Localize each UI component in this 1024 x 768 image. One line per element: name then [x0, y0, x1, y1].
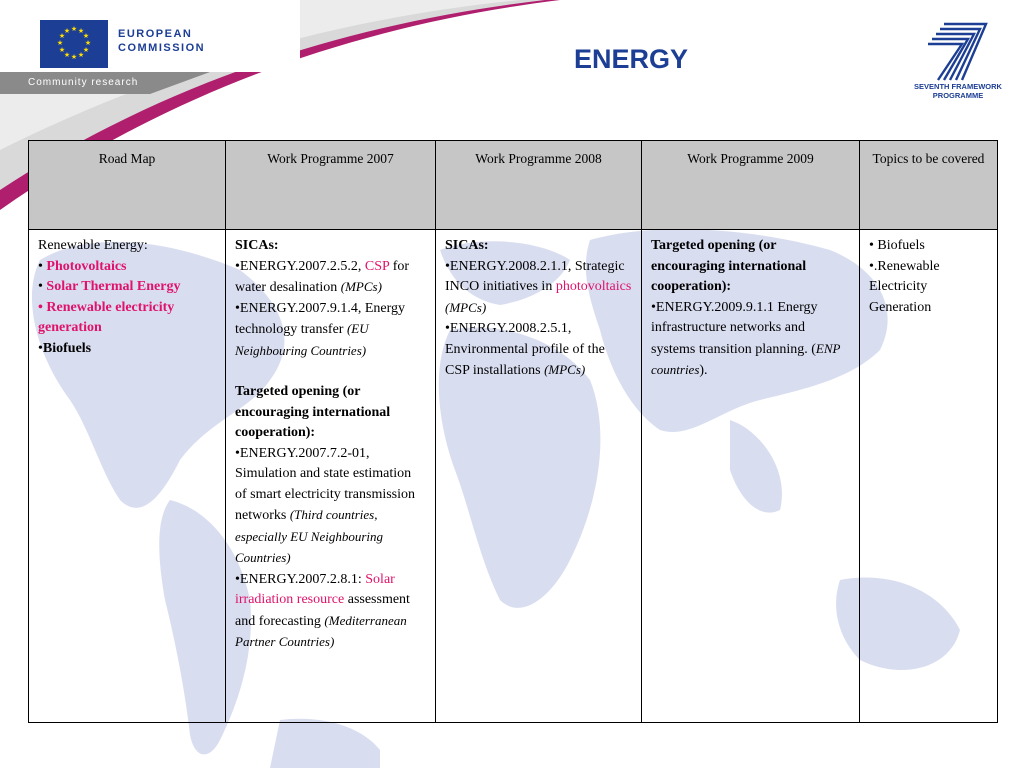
- svg-text:★: ★: [82, 46, 90, 54]
- cell-wp-2008: [436, 230, 642, 723]
- wp2007-item-9-1-4: •ENERGY.2007.9.1.4, Energy technology transfer (EU Neighbouring Countries): [235, 300, 406, 358]
- cell-road-map: [29, 230, 226, 723]
- svg-text:★: ★: [58, 46, 66, 54]
- svg-text:★: ★: [70, 25, 78, 33]
- cell-topics: [860, 230, 998, 723]
- wp2008-sicas-heading: SICAs:: [445, 238, 489, 253]
- header-wp-2007: Work Programme 2007: [226, 141, 436, 230]
- energy-work-programme-table: [28, 140, 998, 723]
- fp7-line2: PROGRAMME: [932, 91, 984, 100]
- svg-text:★: ★: [77, 27, 85, 35]
- svg-text:★: ★: [77, 51, 85, 59]
- svg-text:★: ★: [63, 27, 71, 35]
- wp2009-targeted-heading: Targeted opening (or encouraging international cooperation):: [651, 238, 807, 294]
- wp2007-sicas-heading: SICAs:: [235, 238, 279, 253]
- header-wp-2009: Work Programme 2009: [642, 141, 860, 230]
- wp2007-targeted-heading: Targeted opening (or encouraging international cooperation):: [235, 384, 391, 440]
- cell-wp-2009: [642, 230, 860, 723]
- wp2007-item-2-5-2: •ENERGY.2007.2.5.2, CSP for water desalination (MPCs): [235, 258, 410, 295]
- fp7-line1: SEVENTH FRAMEWORK: [914, 82, 1002, 91]
- wp2008-item-2-1-1: •ENERGY.2008.2.1.1, Strategic INCO initiatives in photovoltaics (MPCs): [445, 258, 632, 315]
- svg-text:★: ★: [58, 32, 66, 40]
- header-road-map: Road Map: [29, 141, 226, 230]
- topic-renewable-electricity: •.Renewable Electricity Generation: [869, 258, 940, 315]
- page-title: ENERGY: [574, 44, 689, 74]
- fp7-seven-icon: [906, 18, 1010, 82]
- cell-wp-2007: [226, 230, 436, 723]
- european-commission-logo: [40, 20, 206, 74]
- roadmap-item-solar-thermal: • Solar Thermal Energy: [38, 279, 181, 294]
- eu-flag-icon: [40, 20, 108, 68]
- svg-text:★: ★: [63, 51, 71, 59]
- wp2009-item-9-1-1: •ENERGY.2009.9.1.1 Energy infrastructure networks and systems transition planning. (ENP countries).: [651, 299, 841, 378]
- table-row: [29, 230, 998, 723]
- roadmap-item-biofuels: •Biofuels: [38, 340, 92, 356]
- svg-text:★: ★: [82, 32, 90, 40]
- wp2007-item-2-8-1: •ENERGY.2007.2.8.1: Solar irradiation resource assessment and forecasting (Mediterranean Partner Countries): [235, 571, 410, 649]
- fp7-logo: [906, 18, 1010, 116]
- wp2007-item-7-2-01: •ENERGY.2007.7.2-01, Simulation and state estimation of smart electricity transmission networks (Third countries, especially EU Neighbouring Countries): [235, 445, 416, 565]
- community-research-label: Community research: [28, 77, 139, 88]
- topic-biofuels: • Biofuels: [869, 238, 925, 253]
- wp2008-item-2-5-1: •ENERGY.2008.2.5.1, Environmental profile of the CSP installations (MPCs): [445, 321, 605, 378]
- roadmap-intro: Renewable Energy:: [38, 238, 148, 253]
- table-header-row: [29, 141, 998, 230]
- roadmap-item-renewable-electricity: • Renewable electricity generation: [38, 299, 175, 335]
- roadmap-item-photovoltaics: • Photovoltaics: [38, 258, 127, 274]
- header-wp-2008: Work Programme 2008: [436, 141, 642, 230]
- svg-text:★: ★: [84, 39, 92, 47]
- eu-logo-line1: EUROPEAN: [118, 28, 193, 40]
- svg-text:★: ★: [70, 53, 78, 61]
- header-topics: Topics to be covered: [860, 141, 998, 230]
- eu-logo-line2: COMMISSION: [118, 42, 206, 54]
- svg-text:★: ★: [56, 39, 64, 47]
